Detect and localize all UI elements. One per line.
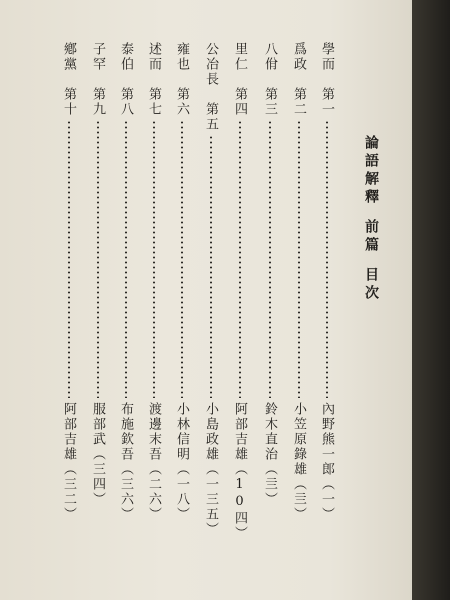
leader-dots [298,120,300,398]
author-and-page [233,402,246,541]
leader-dots [269,120,271,398]
leader-dots [239,120,241,398]
leader-dots [210,135,212,398]
book-title: 論語解釋 [363,135,379,207]
author-and-page [263,402,276,507]
leader-dots [326,120,328,398]
author-name: 服部武 [90,402,105,447]
page-number: （三四） [90,447,105,507]
chapter-label: 述而 第七 [146,42,161,117]
author-name: 渡邊末吾 [146,402,161,462]
author-name: 阿部吉雄 [61,402,76,462]
page-number: （一八） [174,462,189,522]
chapter-label: 學而 第一 [319,42,334,117]
author-and-page [91,402,104,507]
contents-label: 目次 [363,267,379,303]
page-number: （三六） [118,462,133,522]
page-number: （二六） [146,462,161,522]
chapter-label: 八佾 第三 [262,42,277,117]
author-name: 鈴木直治 [262,402,277,462]
page-number: （一三五） [203,462,218,537]
author-and-page [147,402,160,522]
leader-dots [125,120,127,398]
author-and-page [204,402,217,537]
author-name: 阿部吉雄 [232,402,247,462]
author-name: 布施欽吾 [118,402,133,462]
leader-dots [68,120,70,398]
page-number: （亖） [291,477,306,522]
author-name: 小林信明 [174,402,189,462]
leader-dots [97,120,99,398]
chapter-label: 子罕 第九 [90,42,105,117]
author-name: 內野熊一郎 [319,402,334,477]
chapter-label: 里仁 第四 [232,42,247,117]
page-edge [412,0,450,600]
author-and-page [119,402,132,522]
author-name: 小笠原錄雄 [291,402,306,477]
page-number: （三二） [61,462,76,522]
page-number: （10四） [232,462,247,541]
author-and-page [292,402,305,522]
chapter-label: 泰伯 第八 [118,42,133,117]
leader-dots [181,120,183,398]
page-number: （亖） [262,462,277,507]
chapter-label: 爲政 第二 [291,42,306,117]
page-number: （一） [319,477,334,522]
author-and-page [62,402,75,522]
toc-title [364,135,378,303]
author-and-page [175,402,188,522]
chapter-label: 鄕黨 第十 [61,42,76,117]
author-and-page [320,402,333,522]
part-label: 前篇 [363,219,379,255]
leader-dots [153,120,155,398]
author-name: 小島政雄 [203,402,218,462]
chapter-label: 雍也 第六 [174,42,189,117]
chapter-label: 公冶長 第五 [203,42,218,132]
